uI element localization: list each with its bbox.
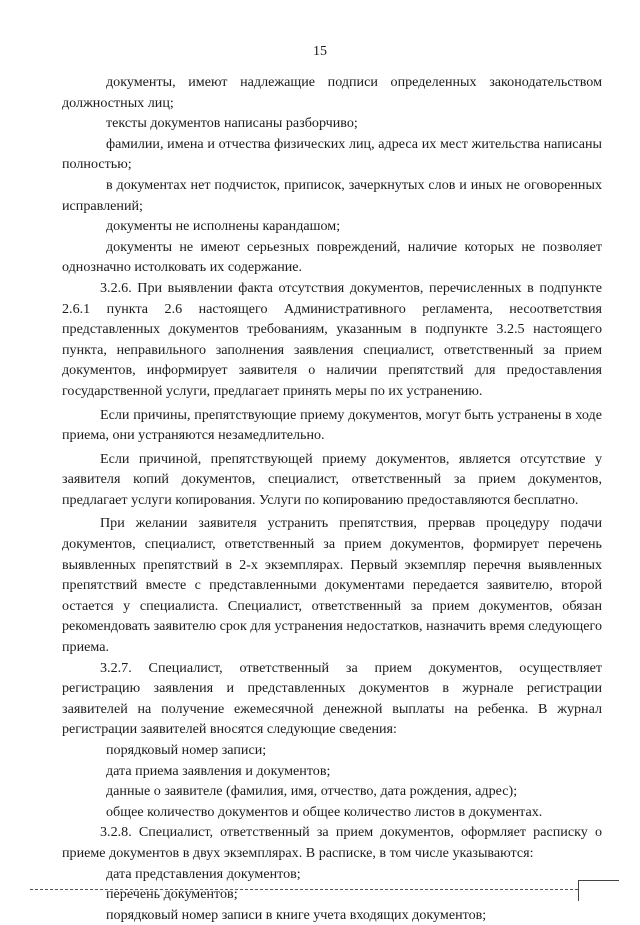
receipt-entry-date: дата представления документов;: [106, 865, 301, 882]
requirement-no-corrections: в документах нет подчисток, приписок, зачеркнутых слов и иных не оговоренных исправлений;: [62, 176, 602, 214]
register-entry-count: общее количество документов и общее количество листов в документах.: [106, 803, 543, 820]
section-3-2-7: 3.2.7. Специалист, ответственный за прием документов, осуществляет регистрацию заявления и представленных документов в журнале регистрации заявителей на получение ежемесячной денежной выплаты на ребенка. В журнал регистрации заявителей вносятся следующие сведения:: [62, 659, 602, 738]
footer-divider: [30, 889, 578, 890]
requirement-legible: тексты документов написаны разборчиво;: [106, 115, 358, 132]
receipt-entry-list: перечень документов;: [106, 886, 238, 903]
section-3-2-8: 3.2.8. Специалист, ответственный за прием документов, оформляет расписку о приеме документов в двух экземплярах. В расписке, в том числе указываются:: [62, 824, 602, 861]
requirement-signatures: документы, имеют надлежащие подписи определенных законодательством должностных лиц;: [62, 74, 602, 111]
paragraph-copying-service: Если причиной, препятствующей приему документов, является отсутствие у заявителя копий документов, специалист, ответственный за прием документов, предлагает услуги копирования. Услуги по копированию предоставляются бесплатно.: [62, 450, 602, 508]
document-body: [62, 72, 602, 925]
requirement-no-pencil: документы не исполнены карандашом;: [106, 218, 341, 235]
requirement-no-damage: документы не имеют серьезных повреждений, наличие которых не позволяет однозначно истолковать их содержание.: [62, 238, 602, 276]
register-entry-number: порядковый номер записи;: [106, 742, 267, 758]
receipt-entry-number: порядковый номер записи в книге учета входящих документов;: [106, 906, 487, 923]
paragraph-obstacles-removed: Если причины, препятствующие приему документов, могут быть устранены в ходе приема, они устраняются незамедлительно.: [62, 406, 602, 444]
scan-corner-mark: [578, 880, 619, 901]
register-entry-date: дата приема заявления и документов;: [106, 762, 331, 779]
requirement-names-full: фамилии, имена и отчества физических лиц, адреса их мест жительства написаны полностью;: [62, 135, 602, 173]
section-3-2-6: 3.2.6. При выявлении факта отсутствия документов, перечисленных в подпункте 2.6.1 пункта 2.6 настоящего Административного регламента, несоответствия представленных документов требованиям, указанным в подпункте 3.2.5 настоящего пункта, неправильного заполнения заявления специалист, ответственный за прием документов, информирует заявителя о наличии препятствий для предоставления государственной услуги, предлагает принять меры по их устранению.: [62, 279, 602, 399]
page-number: 15: [313, 44, 327, 59]
register-entry-applicant: данные о заявителе (фамилия, имя, отчество, дата рождения, адрес);: [106, 783, 518, 800]
paragraph-interrupt-procedure: При желании заявителя устранить препятствия, прервав процедуру подачи документов, специалист, ответственный за прием документов, формирует перечень выявленных препятствий в 2-х экземплярах. Первый экземпляр перечня выявленных препятствий вместе с представленными документами передается заявителю, второй остается у специалиста. Специалист, ответственный за прием документов, обязан рекомендовать заявителю срок для устранения недостатков, назначить время следующего приема.: [62, 515, 602, 656]
